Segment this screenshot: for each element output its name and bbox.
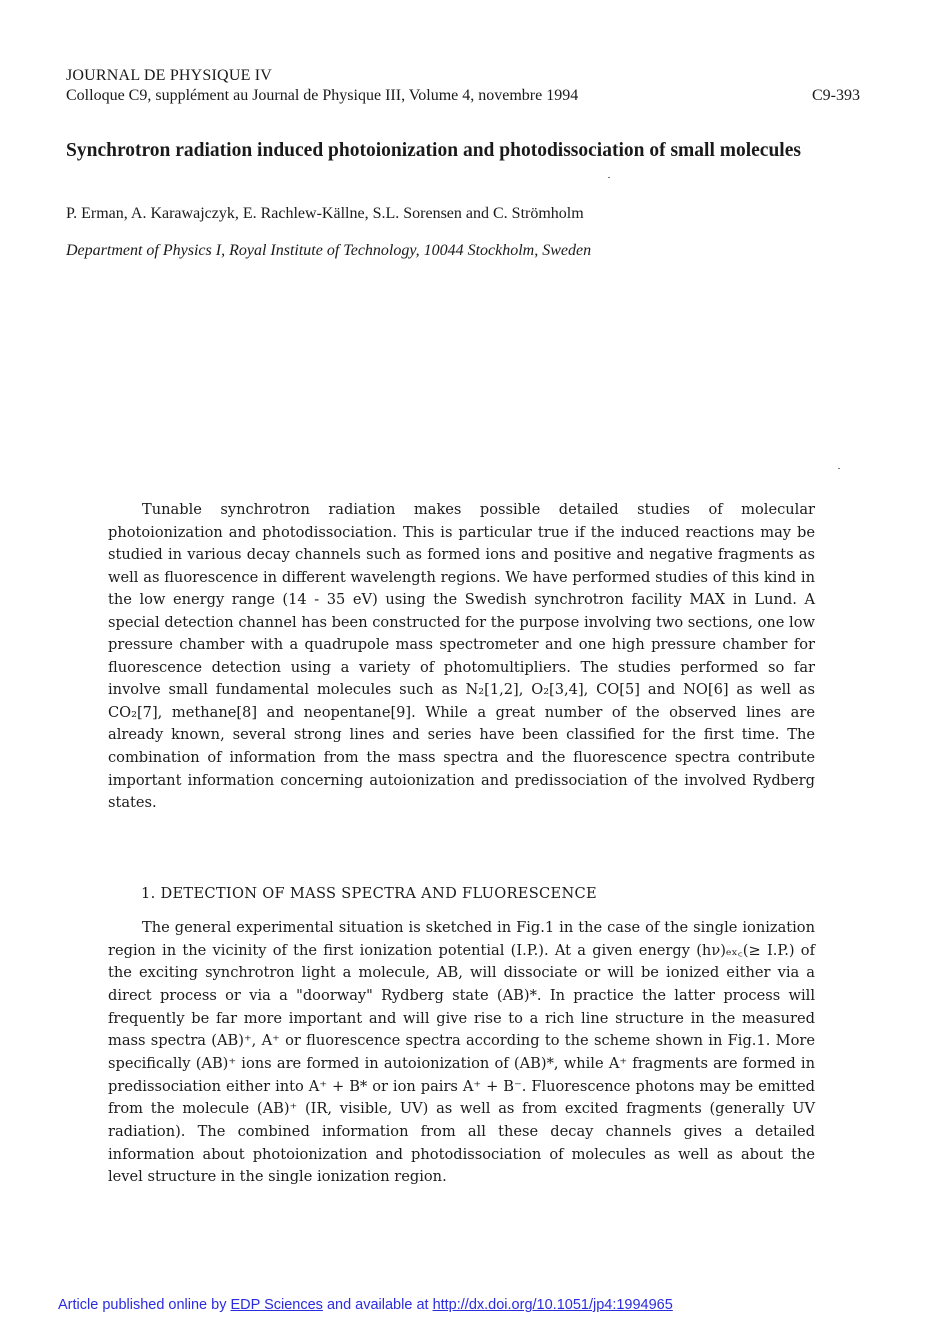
article-affiliation: Department of Physics I, Royal Institute of Technology, 10044 Stockholm, Sweden	[66, 242, 592, 259]
scan-speck	[838, 468, 840, 469]
section-paragraph: The general experimental situation is sketched in Fig.1 in the case of the single ionization region in the vicinity of the first ionization potential (I.P.). At a given energy (hν)ₑₓ꜀(≥ I.P.) of the exciting synchrotron light a molecule, AB, will dissociate or will be ionized either via a direct process or via a "doorway" Rydberg state (AB)*. In practice the latter process will frequently be far more important and will give rise to a rich line structure in the measured mass spectra (AB)⁺, A⁺ or fluorescence spectra according to the scheme shown in Fig.1. More specifically (AB)⁺ ions are formed in autoionization of (AB)*, while A⁺ fragments are formed in predissociation either into A⁺ + B* or ion pairs A⁺ + B⁻. Fluorescence photons may be emitted from the molecule (AB)⁺ (IR, visible, UV) as well as from excited fragments (generally UV radiation). The combined information from all these decay channels gives a detailed information about photoionization and photodissociation of molecules as well as about the level structure in the single ionization region.	[108, 919, 815, 1186]
abstract-paragraph: Tunable synchrotron radiation makes possible detailed studies of molecular photoionization and photodissociation. This is particular true if the induced reactions may be studied in various decay channels such as formed ions and positive and negative fragments as well as fluorescence in different wavelength regions. We have performed studies of this kind in the low energy range (14 - 35 eV) using the Swedish synchrotron facility MAX in Lund. A special detection channel has been constructed for the purpose involving two sections, one low pressure chamber with a quadrupole mass spectrometer and one high pressure chamber for fluorescence detection using a variety of photomultipliers. The studies performed so far involve small fundamental molecules such as N₂[1,2], O₂[3,4], CO[5] and NO[6] as well as CO₂[7], methane[8] and neopentane[9]. While a great number of the observed lines are already known, several strong lines and series have been classified for the first time. The combination of information from the mass spectra and the fluorescence spectra contribute important information concerning autoionization and predissociation of the involved Rydberg states.	[108, 501, 815, 812]
footer-prefix: Article published online by	[58, 1297, 227, 1313]
journal-name: JOURNAL DE PHYSIQUE IV	[66, 67, 273, 84]
footer-middle: and available at	[326, 1297, 429, 1313]
colloque-info: Colloque C9, supplément au Journal de Physique III, Volume 4, novembre 1994	[66, 87, 579, 104]
publisher-link[interactable]: EDP Sciences	[230, 1297, 323, 1313]
article-title: Synchrotron radiation induced photoionization and photodissociation of small molecules	[66, 140, 801, 161]
publication-footer	[58, 1297, 673, 1313]
scan-speck	[608, 177, 610, 178]
section-heading: 1. DETECTION OF MASS SPECTRA AND FLUORESCENCE	[141, 885, 597, 902]
page-number: C9-393	[812, 87, 860, 104]
doi-link[interactable]: http://dx.doi.org/10.1051/jp4:1994965	[432, 1297, 673, 1313]
article-authors: P. Erman, A. Karawajczyk, E. Rachlew-Källne, S.L. Sorensen and C. Strömholm	[66, 205, 584, 222]
